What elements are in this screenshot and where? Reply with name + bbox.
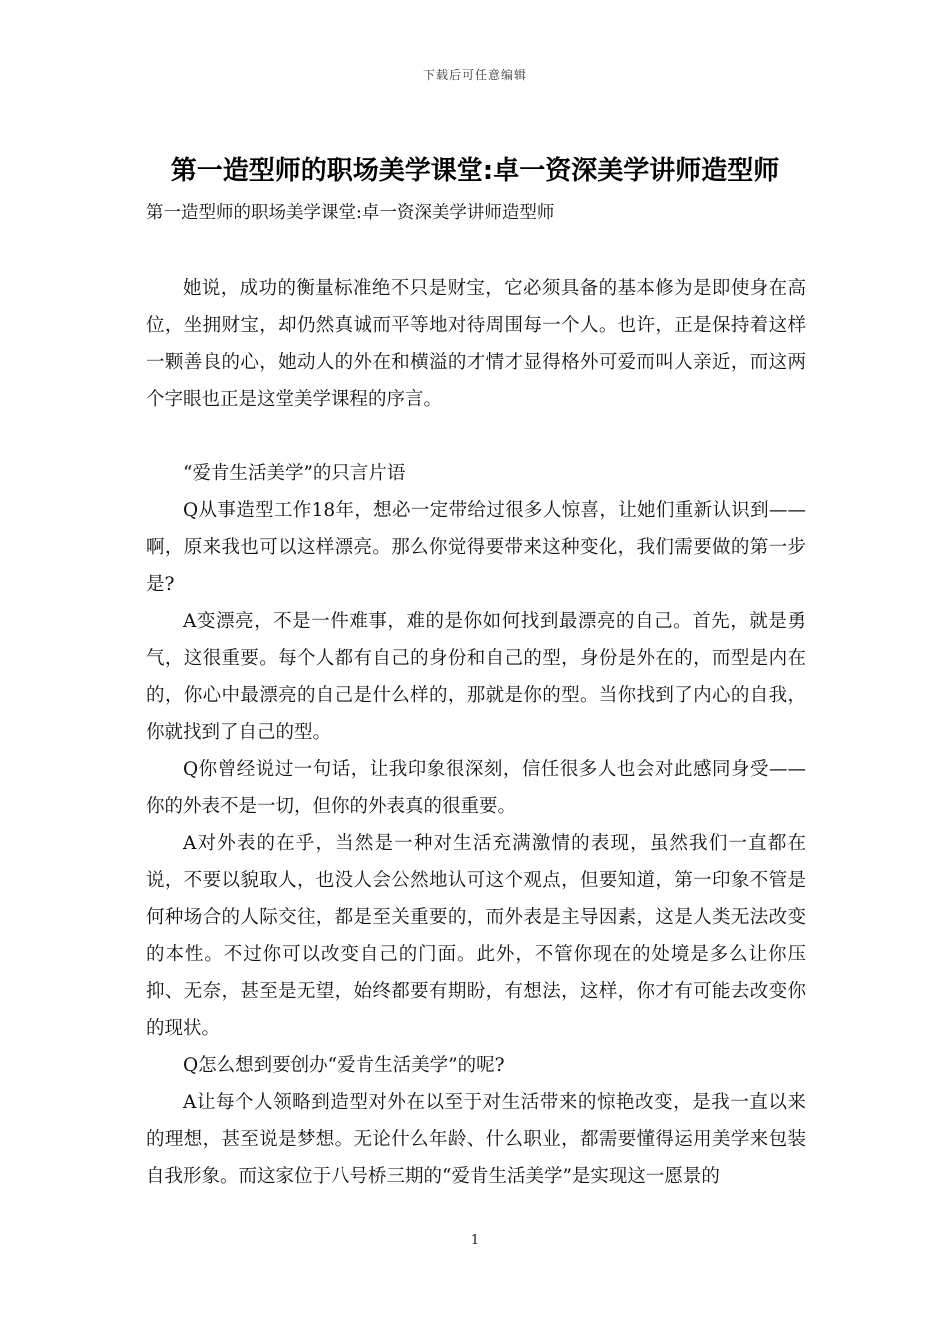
document-subtitle: 第一造型师的职场美学课堂:卓一资深美学讲师造型师 xyxy=(146,203,555,223)
page-number: 1 xyxy=(470,1233,480,1248)
paragraph-question: Q怎么想到要创办“爱肯生活美学”的呢? xyxy=(183,1055,505,1076)
document-title: 第一造型师的职场美学课堂:卓一资深美学讲师造型师 xyxy=(170,156,780,186)
paragraph-question: Q从事造型工作18年，想必一定带给过很多人惊喜，让她们重新认识到——啊，原来我也可以这样漂亮。那么你觉得要带来这种变化，我们需要做的第一步是? xyxy=(146,500,806,595)
paragraph-gap xyxy=(146,418,806,455)
document-body xyxy=(146,270,806,1195)
paragraph-intro: 她说，成功的衡量标准绝不只是财宝，它必须具备的基本修为是即使身在高位，坐拥财宝，却仍然真诚而平等地对待周围每一个人。也许，正是保持着这样一颗善良的心，她动人的外在和横溢的才情才显得格外可爱而叫人亲近，而这两个字眼也正是这堂美学课程的序言。 xyxy=(146,278,806,410)
paragraph-answer: A变漂亮，不是一件难事，难的是你如何找到最漂亮的自己。首先，就是勇气，这很重要。每个人都有自己的身份和自己的型，身份是外在的，而型是内在的，你心中最漂亮的自己是什么样的，那就是你的型。当你找到了内心的自我，你就找到了自己的型。 xyxy=(146,611,806,743)
paragraph-answer: A让每个人领略到造型对外在以至于对生活带来的惊艳改变，是我一直以来的理想，甚至说是梦想。无论什么年龄、什么职业，都需要懂得运用美学来包装自我形象。而这家位于八号桥三期的“爱肯生活美学”是实现这一愿景的 xyxy=(146,1092,806,1187)
header-note: 下载后可任意编辑 xyxy=(422,68,527,82)
paragraph-answer: A对外表的在乎，当然是一种对生活充满激情的表现，虽然我们一直都在说，不要以貌取人，也没人会公然地认可这个观点，但要知道，第一印象不管是何种场合的人际交往，都是至关重要的，而外表是主导因素，这是人类无法改变的本性。不过你可以改变自己的门面。此外，不管你现在的处境是多么让你压抑、无奈，甚至是无望，始终都要有期盼，有想法，这样，你才有可能去改变你的现状。 xyxy=(146,833,806,1039)
section-heading: “爱肯生活美学”的只言片语 xyxy=(183,463,406,484)
paragraph-question: Q你曾经说过一句话，让我印象很深刻，信任很多人也会对此感同身受——你的外表不是一切，但你的外表真的很重要。 xyxy=(146,759,806,817)
